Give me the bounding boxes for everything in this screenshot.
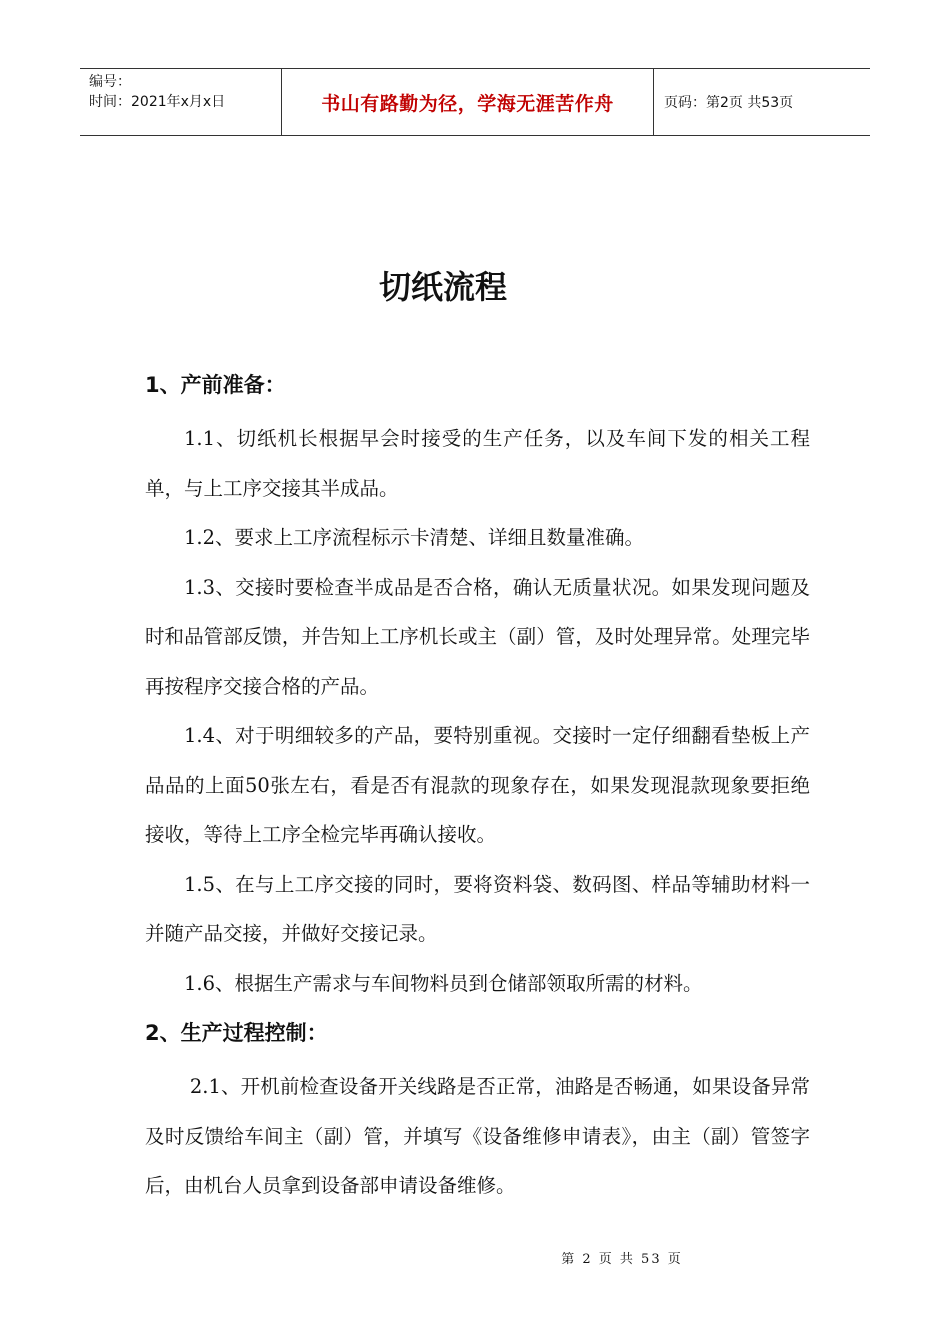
document-date-label: 时间：2021年x月x日	[89, 94, 226, 110]
paragraph: 2.1、开机前检查设备开关线路是否正常，油路是否畅通，如果设备异常及时反馈给车间主（副）管，并填写《设备维修申请表》，由主（副）管签字后，由机台人员拿到设备部申请设备维修。	[145, 1075, 810, 1197]
header-motto-cell	[281, 69, 654, 135]
header-motto: 书山有路勤为径，学海无涯苦作舟	[321, 92, 614, 115]
document-title: 切纸流程	[378, 268, 507, 306]
paragraph: 1.5、在与上工序交接的同时，要将资料袋、数码图、样品等辅助材料一并随产品交接，并做好交接记录。	[145, 872, 810, 945]
paragraph: 1.6、根据生产需求与车间物料员到仓储部领取所需的材料。	[184, 971, 703, 995]
paragraph: 1.1、切纸机长根据早会时接受的生产任务，以及车间下发的相关工程单，与上工序交接其半成品。	[145, 427, 810, 500]
header-info-cell	[80, 69, 281, 135]
section-heading: 1、产前准备：	[145, 373, 286, 397]
paragraph: 1.4、对于明细较多的产品，要特别重视。交接时一定仔细翻看垫板上产品品的上面50张左右，看是否有混款的现象存在，如果发现混款现象要拒绝接收，等待上工序全检完毕再确认接收。	[145, 724, 810, 846]
paragraph: 1.3、交接时要检查半成品是否合格，确认无质量状况。如果发现问题及时和品管部反馈，并告知上工序机长或主（副）管，及时处理异常。处理完毕再按程序交接合格的产品。	[145, 575, 810, 698]
paragraph: 1.2、要求上工序流程标示卡清楚、详细且数量准确。	[184, 526, 645, 549]
header-page-cell	[654, 69, 870, 135]
header-page-code: 页码：第2页 共53页	[664, 95, 794, 111]
section-heading: 2、生产过程控制：	[145, 1021, 328, 1045]
document-number-label: 编号：	[89, 74, 131, 90]
page-footer: 第 2 页 共 53 页	[561, 1252, 683, 1267]
document-body	[145, 368, 810, 1211]
document-header	[80, 68, 870, 136]
